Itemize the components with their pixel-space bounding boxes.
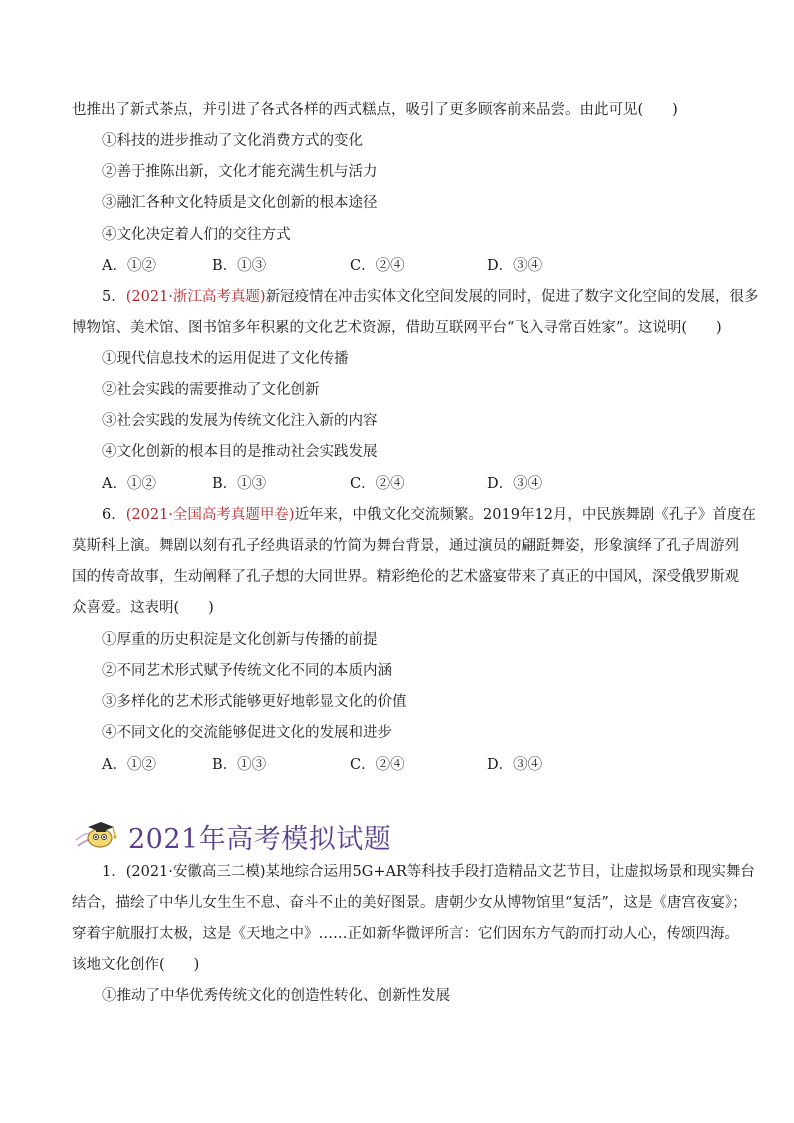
option-a: A．①② (102, 476, 156, 492)
q4-statement-2: ②善于推陈出新，文化才能充满生机与活力 (102, 164, 378, 180)
option-c: C．②④ (350, 757, 405, 773)
q6-statement-4: ④不同文化的交流能够促进文化的发展和进步 (102, 725, 392, 741)
q6-stem-line-3: 国的传奇故事，生动阐释了孔子想的大同世界。精彩绝伦的艺术盛宴带来了真正的中国风，深受俄罗斯观 (72, 569, 739, 585)
q5-statement-3: ③社会实践的发展为传统文化注入新的内容 (102, 413, 378, 429)
q5-options (102, 474, 562, 494)
q6-text: 近年来，中俄文化交流频繁。2019年12月，中民族舞剧《孔子》首度在 (294, 507, 756, 523)
q4-stem-tail: 也推出了新式茶点，并引进了各式各样的西式糕点，吸引了更多顾客前来品尝。由此可见( ) (72, 102, 678, 118)
option-d: D．③④ (487, 757, 543, 773)
m1-statement-1: ①推动了中华优秀传统文化的创造性转化、创新性发展 (102, 988, 450, 1004)
q4-options (102, 256, 562, 276)
option-b: B．①③ (212, 258, 267, 274)
m1-stem-line-4: 该地文化创作( ) (72, 957, 200, 973)
section-header (74, 816, 391, 856)
q6-statement-3: ③多样化的艺术形式能够更好地彰显文化的价值 (102, 694, 407, 710)
q6-stem-line-4: 众喜爱。这表明( ) (72, 600, 214, 616)
option-b: B．①③ (212, 476, 267, 492)
q4-statement-4: ④文化决定着人们的交往方式 (102, 227, 291, 243)
option-b: B．①③ (212, 757, 267, 773)
m1-stem-line-3: 穿着宇航服打太极，这是《天地之中》……正如新华微评所言：它们因东方气韵而打动人心，传颂四海。 (72, 926, 739, 942)
m1-stem-line-2: 结合，描绘了中华儿女生生不息、奋斗不止的美好图景。唐朝少女从博物馆里“复活”，这是《唐宫夜宴》； (72, 895, 747, 911)
graduation-cap-icon (74, 816, 122, 856)
q6-statement-2: ②不同艺术形式赋予传统文化不同的本质内涵 (102, 663, 392, 679)
q5-stem-line-2: 博物馆、美术馆、图书馆多年积累的文化艺术资源，借助互联网平台“飞入寻常百姓家”。这说明( ) (72, 320, 722, 336)
question-source: (2021·浙江高考真题) (125, 289, 266, 305)
q6-options (102, 755, 562, 775)
question-source: (2021·全国高考真题甲卷) (125, 507, 295, 523)
question-number: 6． (102, 507, 126, 523)
option-a: A．①② (102, 258, 156, 274)
q4-statement-3: ③融汇各种文化特质是文化创新的根本途径 (102, 195, 378, 211)
m1-stem-line-1: 1．(2021·安徽高三二模)某地综合运用5G+AR等科技手段打造精品文艺节目，让虚拟场景和现实舞台 (102, 864, 755, 880)
q6-statement-1: ①厚重的历史积淀是文化创新与传播的前提 (102, 632, 378, 648)
option-d: D．③④ (487, 476, 543, 492)
q4-statement-1: ①科技的进步推动了文化消费方式的变化 (102, 133, 363, 149)
q6-stem-line-2: 莫斯科上演。舞剧以刻有孔子经典语录的竹简为舞台背景，通过演员的翩跹舞姿，形象演绎了孔子周游列 (72, 538, 739, 554)
question-number: 5． (102, 289, 126, 305)
option-c: C．②④ (350, 258, 405, 274)
q5-statement-2: ②社会实践的需要推动了文化创新 (102, 382, 320, 398)
q5-stem-line-1 (102, 287, 759, 307)
option-d: D．③④ (487, 258, 543, 274)
option-a: A．①② (102, 757, 156, 773)
option-c: C．②④ (350, 476, 405, 492)
q6-stem-line-1 (102, 505, 756, 525)
section-title: 2021年高考模拟试题 (128, 823, 392, 855)
q5-statement-4: ④文化创新的根本目的是推动社会实践发展 (102, 444, 378, 460)
q5-statement-1: ①现代信息技术的运用促进了文化传播 (102, 351, 349, 367)
q5-text: 新冠疫情在冲击实体文化空间发展的同时，促进了数字文化空间的发展，很多 (265, 289, 759, 305)
